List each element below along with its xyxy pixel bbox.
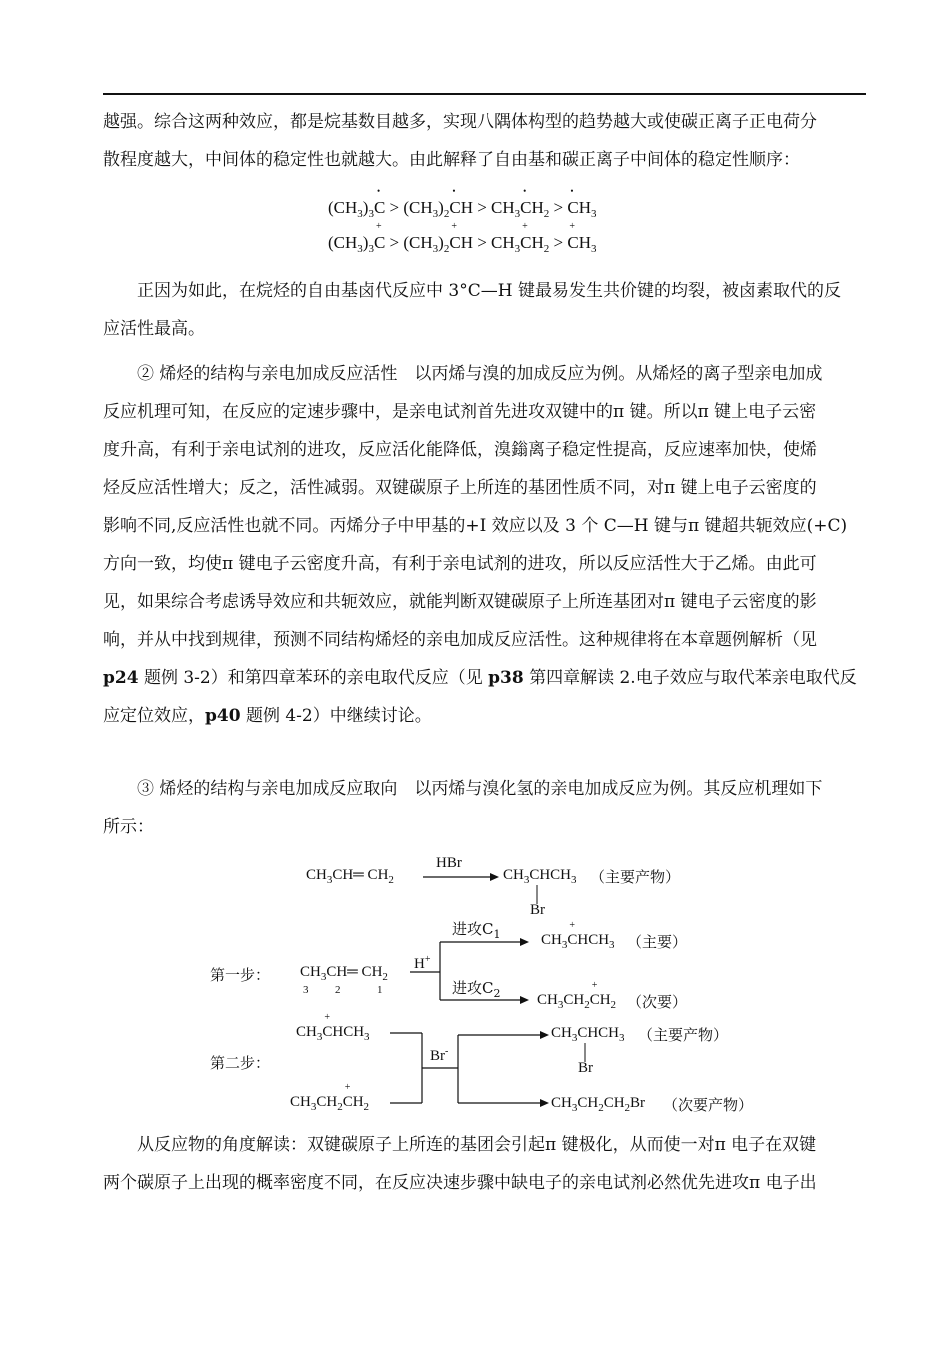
- reagent-hbr: HBr: [436, 855, 462, 871]
- attack-c2-label: 进攻$C_2$: [452, 979, 501, 1000]
- text-line: 应活性最高。: [103, 319, 205, 339]
- major-note: （主要）: [627, 933, 688, 951]
- secondary-carbocation: $CH_3+$ $CHCH_3$: [541, 932, 615, 951]
- major-product-note: （主要产物）: [638, 1026, 729, 1044]
- text-line: 正因为如此，在烷烃的自由基卤代反应中 3°C—H 键最易发生共价键的均裂，被卤素取代的反: [137, 281, 841, 301]
- text-fragment: 题例 4-2）中继续讨论。: [240, 706, 432, 726]
- carbon-number-2: 2: [335, 984, 341, 996]
- attack-c1-label: 进攻$C_1$: [452, 920, 501, 941]
- secondary-carbocation-step2: $CH_3+$ $CHCH_3$: [296, 1024, 370, 1043]
- carbon-number-3: 3: [303, 984, 309, 996]
- text-line: 烃反应活性增大；反之，活性减弱。双键碳原子上所连的基团性质不同，对π 键上电子云密度的: [103, 478, 817, 498]
- main-product-note: （主要产物）: [590, 868, 681, 886]
- text-line: 反应机理可知，在反应的定速步骤中，是亲电试剂首先进攻双键中的π 键。所以π 键上电子云密: [103, 402, 817, 422]
- text-line: ② 烯烃的结构与亲电加成反应活性 以丙烯与溴的加成反应为例。从烯烃的离子型亲电加成: [137, 364, 823, 384]
- step-1-label: 第一步：: [210, 966, 271, 984]
- product-1-bromopropane: $CH_3CH_2CH_2Br$: [551, 1095, 646, 1114]
- radical-stability-order: $(CH_3)_3•$ $C > (CH_3)_2•$ CH > $CH_3•$ $CH_2$ > • $CH_3$: [328, 198, 597, 220]
- main-product: $CH_3CHCH_3$: [503, 867, 577, 886]
- text-fragment: 第四章解读 2.电子效应与取代苯亲电取代反: [523, 668, 857, 688]
- text-fragment: 应定位效应，: [103, 706, 205, 726]
- text-line: 响，并从中找到规律，预测不同结构烯烃的亲电加成反应活性。这种规律将在本章题例解析（见: [103, 630, 817, 650]
- page-ref-p40: p40: [205, 706, 241, 726]
- text-fragment: 题例 3-2）和第四章苯环的亲电取代反应（见: [138, 668, 489, 688]
- bromine-substituent: Br: [530, 902, 545, 918]
- product-2-bromopropane: $CH_3CHCH_3$: [551, 1025, 625, 1044]
- bromine-substituent-step2: Br: [578, 1060, 593, 1076]
- text-line: 见，如果综合考虑诱导效应和共轭效应，就能判断双键碳原子上所连基团对π 键电子云密度的影: [103, 592, 817, 612]
- text-line: 所示：: [103, 817, 154, 837]
- reactant-propene: $CH_3CH═$ $CH_2$: [306, 867, 394, 886]
- text-line: 两个碳原子上出现的概率密度不同，在反应决速步骤中缺电子的亲电试剂必然优先进攻π 电子出: [103, 1173, 817, 1193]
- bromide-ion: Br-: [430, 1046, 449, 1064]
- page-ref-p24: p24: [103, 668, 139, 688]
- step-2-label: 第二步：: [210, 1054, 271, 1072]
- primary-carbocation: $CH_3CH_2+ CH_2$: [537, 992, 616, 1011]
- text-line: 方向一致，均使π 键电子云密度升高，有利于亲电试剂的进攻，所以反应活性大于乙烯。由此可: [103, 554, 817, 574]
- paragraph-5: [103, 1126, 866, 1202]
- text-line: 越强。综合这两种效应，都是烷基数目越多，实现八隅体构型的趋势越大或使碳正离子正电荷分: [103, 112, 817, 132]
- propene-numbered: $CH_3CH═$ $CH_2$: [300, 964, 388, 983]
- text-line: 度升高，有利于亲电试剂的进攻，反应活化能降低，溴鎓离子稳定性提高，反应速率加快，使烯: [103, 440, 817, 460]
- text-line: 影响不同,反应活性也就不同。丙烯分子中甲基的+I 效应以及 3 个 C—H 键与π 键超共轭效应(+C): [103, 516, 848, 536]
- minor-product-note: （次要产物）: [663, 1096, 754, 1114]
- minor-note: （次要）: [627, 993, 688, 1011]
- proton-reagent: H+: [414, 954, 431, 972]
- text-line: ③ 烯烃的结构与亲电加成反应取向 以丙烯与溴化氢的亲电加成反应为例。其反应机理如下: [137, 779, 823, 799]
- text-line: 散程度越大，中间体的稳定性也就越大。由此解释了自由基和碳正离子中间体的稳定性顺序：: [103, 150, 800, 170]
- text-line: 从反应物的角度解读：双键碳原子上所连的基团会引起π 键极化，从而使一对π 电子在双键: [137, 1135, 817, 1155]
- page-ref-p38: p38: [488, 668, 524, 688]
- carbocation-stability-order: $(CH_3)_3+ C > (CH_3)_2+$ CH > $CH_3+ CH_2$ > + $CH_3$: [328, 233, 597, 255]
- primary-carbocation-step2: $CH_3CH_2+ CH_2$: [290, 1094, 369, 1113]
- carbon-number-1: 1: [377, 984, 383, 996]
